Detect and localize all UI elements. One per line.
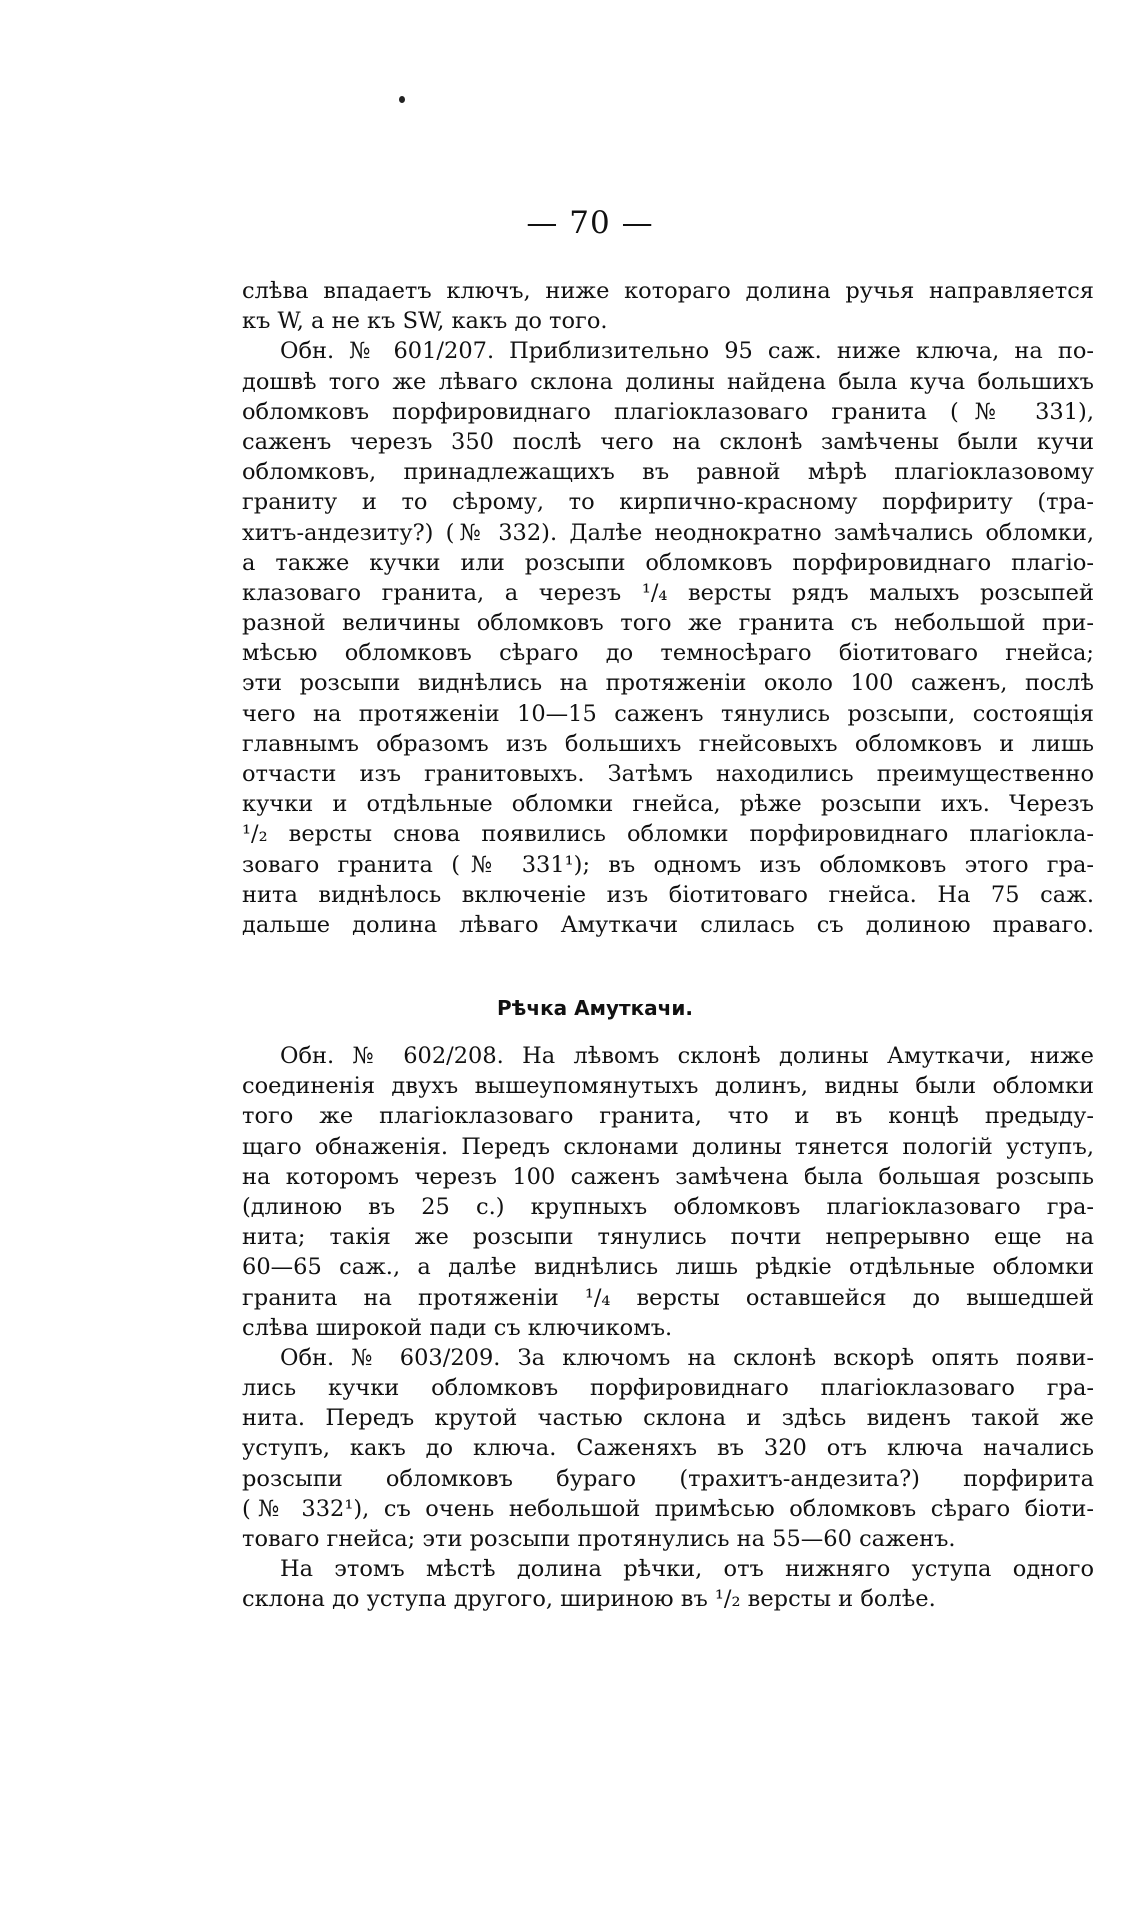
text-line: саженъ черезъ 350 послѣ чего на склонѣ замѣчены были кучи xyxy=(242,428,1094,455)
text-line: обломковъ порфировиднаго плагіоклазоваго гранита (№ 331), xyxy=(242,398,1094,425)
text-line: кучки и отдѣльные обломки гнейса, рѣже розсыпи ихъ. Черезъ xyxy=(242,791,1094,818)
text-line: обломковъ, принадлежащихъ въ равной мѣрѣ плагіоклазовому xyxy=(242,459,1094,486)
paragraph-section-1 xyxy=(242,276,1094,940)
text-line: Обн. № 602/208. На лѣвомъ склонѣ долины Амуткачи, ниже xyxy=(280,1043,1094,1069)
text-line: мѣсью обломковъ сѣраго до темносѣраго біотитоваго гнейса; xyxy=(242,640,1094,667)
print-speck xyxy=(399,96,405,103)
paragraph-section-2 xyxy=(242,1041,1094,1615)
page-number: — 70 — xyxy=(526,205,654,241)
text-line: нита. Передъ крутой частью склона и здѣсь виденъ такой же xyxy=(242,1405,1094,1432)
text-line: товаго гнейса; эти розсыпи протянулись на 55—60 саженъ. xyxy=(242,1526,956,1552)
text-line: соединенія двухъ вышеупомянутыхъ долинъ, видны были обломки xyxy=(242,1073,1094,1100)
text-line: отчасти изъ гранитовыхъ. Затѣмъ находились преимущественно xyxy=(242,761,1094,787)
text-line: разной величины обломковъ того же гранита съ небольшой при- xyxy=(242,610,1094,637)
text-line: лись кучки обломковъ порфировиднаго плагіоклазоваго гра- xyxy=(242,1375,1094,1402)
text-line: слѣва впадаетъ ключъ, ниже котораго долина ручья направляется xyxy=(242,278,1094,304)
text-line: главнымъ образомъ изъ большихъ гнейсовыхъ обломковъ и лишь xyxy=(242,730,1094,757)
text-line: ¹/₂ версты снова появились обломки порфировиднаго плагіокла- xyxy=(242,821,1094,848)
text-line: зоваго гранита (№ 331¹); въ одномъ изъ обломковъ этого гра- xyxy=(242,851,1094,878)
text-line: къ W, а не къ SW, какъ до того. xyxy=(242,308,608,335)
text-line: гранита на протяженіи ¹/₄ версты оставшейся до вышедшей xyxy=(242,1284,1094,1311)
text-line: уступъ, какъ до ключа. Саженяхъ въ 320 отъ ключа начались xyxy=(242,1435,1094,1462)
text-line: нита; такія же розсыпи тянулись почти непрерывно еще на xyxy=(242,1224,1094,1251)
text-line: чего на протяженіи 10—15 саженъ тянулись розсыпи, состоящія xyxy=(242,700,1094,727)
text-line: (длиною въ 25 с.) крупныхъ обломковъ плагіоклазоваго гра- xyxy=(242,1193,1094,1220)
text-line: Обн. № 601/207. Приблизительно 95 саж. ниже ключа, на по- xyxy=(280,338,1094,365)
text-line: На этомъ мѣстѣ долина рѣчки, отъ нижняго уступа одного xyxy=(280,1556,1094,1583)
text-line: того же плагіоклазоваго гранита, что и въ концѣ предыду- xyxy=(242,1103,1094,1130)
text-line: граниту и то сѣрому, то кирпично-красному порфириту (тра- xyxy=(242,489,1094,516)
text-line: на которомъ черезъ 100 саженъ замѣчена была большая розсыпь xyxy=(242,1163,1094,1190)
text-line: дальше долина лѣваго Амуткачи слилась съ долиною праваго. xyxy=(242,911,1094,938)
section-heading: Рѣчка Амуткачи. xyxy=(496,996,693,1020)
text-line: (№ 332¹), съ очень небольшой примѣсью обломковъ сѣраго біоти- xyxy=(242,1495,1094,1522)
text-line: а также кучки или розсыпи обломковъ порфировиднаго плагіо- xyxy=(242,549,1094,576)
text-line: 60—65 саж., а далѣе виднѣлись лишь рѣдкіе отдѣльные обломки xyxy=(242,1254,1094,1281)
text-line: эти розсыпи виднѣлись на протяженіи около 100 саженъ, послѣ xyxy=(242,670,1094,697)
text-line: хитъ-андезиту?) (№ 332). Далѣе неоднократно замѣчались обломки, xyxy=(242,519,1094,546)
text-line: склона до уступа другого, шириною въ ¹/₂ версты и болѣе. xyxy=(242,1586,936,1613)
text-line: слѣва широкой пади съ ключикомъ. xyxy=(242,1314,673,1341)
text-line: щаго обнаженія. Передъ склонами долины тянется пологій уступъ, xyxy=(242,1133,1094,1160)
text-line: Обн. № 603/209. За ключомъ на склонѣ вскорѣ опять появи- xyxy=(280,1344,1094,1371)
text-line: клазоваго гранита, а черезъ ¹/₄ версты рядъ малыхъ розсыпей xyxy=(242,579,1094,606)
text-line: нита виднѣлось включеніе изъ біотитоваго гнейса. На 75 саж. xyxy=(242,881,1094,908)
text-line: розсыпи обломковъ бураго (трахитъ-андезита?) порфирита xyxy=(242,1465,1094,1492)
text-line: дошвѣ того же лѣваго склона долины найдена была куча большихъ xyxy=(242,368,1094,395)
